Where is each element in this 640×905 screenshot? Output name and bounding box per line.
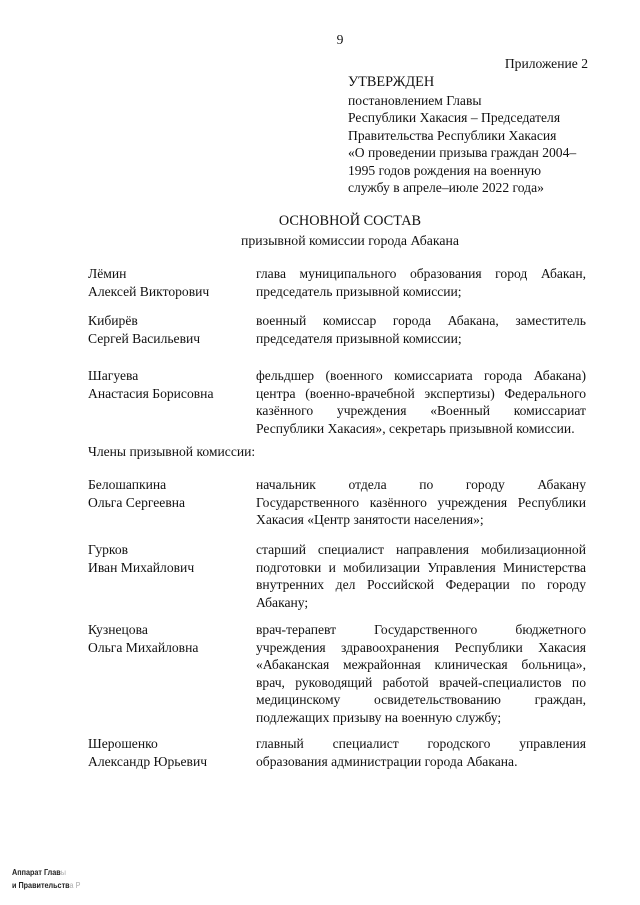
stamp-line bbox=[12, 880, 80, 890]
document-subtitle: призывной комиссии города Абакана bbox=[241, 233, 459, 248]
person-role bbox=[256, 476, 586, 529]
role-line: медицинскому освидетельствованию граждан, bbox=[256, 692, 586, 707]
person-name bbox=[88, 265, 253, 300]
role-line: старший специалист направления мобилизационной bbox=[256, 542, 586, 557]
person-surname: Белошапкина bbox=[88, 477, 167, 492]
role-line: врач, руководящий работой врачей-специалистов по bbox=[256, 674, 586, 690]
role-line: Государственного казённого учреждения Республики bbox=[256, 494, 586, 510]
role-line: начальник отдела по городу Абакану bbox=[256, 477, 586, 492]
person-role bbox=[256, 735, 586, 770]
page-number: 9 bbox=[336, 32, 344, 47]
stamp-text: Аппарат Глав bbox=[12, 867, 61, 877]
role-line: образования администрации города Абакана. bbox=[256, 753, 518, 769]
person-given-name: Сергей Васильевич bbox=[88, 330, 201, 346]
person-surname: Кибирёв bbox=[88, 313, 138, 328]
person-name bbox=[88, 476, 253, 511]
person-surname: Лёмин bbox=[88, 266, 127, 281]
role-line: учреждения здравоохранения Республики Хакасия bbox=[256, 639, 586, 655]
approval-line: «О проведении призыва граждан 2004– bbox=[348, 145, 577, 160]
person-name bbox=[88, 735, 253, 770]
role-line: казённого учреждения «Военный комиссариат bbox=[256, 403, 586, 418]
role-line: подлежащих призыву на военную службу; bbox=[256, 709, 502, 725]
stamp-line bbox=[12, 867, 66, 877]
stamp-text-faded: а Р bbox=[69, 880, 81, 890]
person-surname: Шерошенко bbox=[88, 736, 158, 751]
role-line: внутренних дел Российской Федерации по городу bbox=[256, 577, 586, 592]
role-line: подготовки и мобилизации Управления Министерства bbox=[256, 559, 586, 575]
approval-block bbox=[348, 74, 598, 197]
role-line: Абакану; bbox=[256, 594, 309, 610]
role-line: председателя призывной комиссии; bbox=[256, 330, 462, 346]
approval-heading: УТВЕРЖДЕН bbox=[348, 74, 435, 90]
document-title: ОСНОВНОЙ СОСТАВ bbox=[278, 213, 422, 229]
role-line: Республики Хакасия», секретарь призывной комиссии. bbox=[256, 420, 575, 436]
person-role bbox=[256, 265, 586, 300]
person-surname: Шагуева bbox=[88, 368, 139, 383]
role-line: Хакасия «Центр занятости населения»; bbox=[256, 512, 484, 527]
members-heading: Члены призывной комиссии: bbox=[88, 444, 256, 459]
approval-line: Республики Хакасия – Председателя bbox=[348, 110, 561, 125]
person-surname: Кузнецова bbox=[88, 622, 148, 637]
person-role bbox=[256, 312, 586, 347]
person-given-name: Ольга Сергеевна bbox=[88, 494, 186, 510]
person-name bbox=[88, 621, 253, 656]
person-name bbox=[88, 367, 253, 402]
person-given-name: Александр Юрьевич bbox=[88, 753, 208, 769]
person-name bbox=[88, 541, 253, 576]
person-given-name: Анастасия Борисовна bbox=[88, 385, 214, 401]
approval-line: Правительства Республики Хакасия bbox=[348, 127, 557, 143]
role-line: фельдшер (военного комиссариата города Абакана) bbox=[256, 368, 586, 383]
stamp-text: и Правительств bbox=[12, 880, 70, 890]
person-surname: Гурков bbox=[88, 542, 129, 557]
role-line: военный комиссар города Абакана, заместитель bbox=[256, 313, 586, 328]
person-role bbox=[256, 541, 586, 611]
role-line: врач-терапевт Государственного бюджетного bbox=[256, 622, 586, 637]
appendix-label: Приложение 2 bbox=[504, 56, 588, 71]
person-role bbox=[256, 367, 586, 437]
approval-line: службу в апреле–июле 2022 года» bbox=[348, 180, 544, 195]
approval-line: постановлением Главы bbox=[348, 92, 482, 108]
role-line: центра (военно-врачебной экспертизы) Федерального bbox=[256, 385, 586, 401]
role-line: глава муниципального образования город Абакан, bbox=[256, 266, 586, 281]
role-line: председатель призывной комиссии; bbox=[256, 283, 462, 299]
person-role bbox=[256, 621, 586, 726]
role-line: «Абаканская межрайонная клиническая больница», bbox=[256, 657, 586, 672]
stamp-text-faded: ы bbox=[60, 867, 66, 877]
role-line: главный специалист городского управления bbox=[256, 736, 586, 751]
person-given-name: Ольга Михайловна bbox=[88, 639, 199, 655]
person-name bbox=[88, 312, 253, 347]
person-given-name: Иван Михайлович bbox=[88, 559, 195, 575]
approval-line: 1995 годов рождения на военную bbox=[348, 162, 542, 178]
person-given-name: Алексей Викторович bbox=[88, 283, 210, 299]
